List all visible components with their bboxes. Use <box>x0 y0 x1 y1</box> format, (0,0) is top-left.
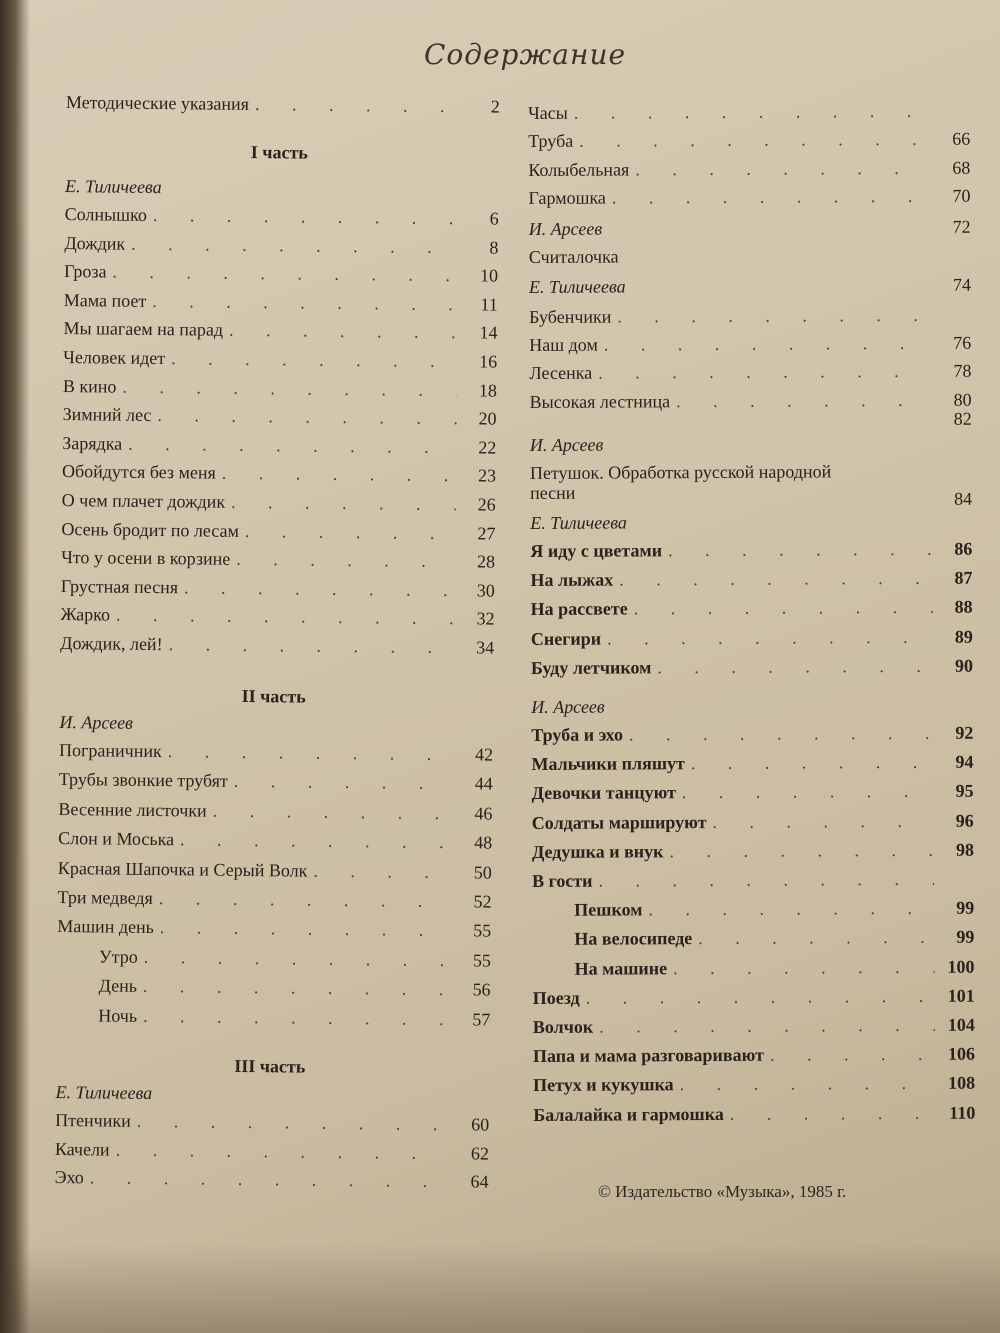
entry-title: Осень бродит по лесам <box>61 518 240 541</box>
toc-entry <box>524 539 972 567</box>
entry-page: 92 <box>955 722 974 743</box>
leader-dots <box>613 568 932 591</box>
entry-page: 57 <box>472 1008 491 1030</box>
entry-title: Что у осени в корзине <box>61 547 231 569</box>
toc-entry <box>524 568 972 596</box>
leader-dots <box>592 361 931 384</box>
entry-page: 98 <box>955 839 974 860</box>
entry-title: Эхо <box>54 1167 84 1188</box>
entry-page: 110 <box>949 1102 976 1123</box>
entry-title: Зимний лес <box>62 404 152 426</box>
leader-dots <box>207 800 453 824</box>
leader-dots <box>724 1102 936 1124</box>
toc-entry <box>54 604 494 635</box>
section-heading-part1: I часть <box>250 142 308 163</box>
entry-title: Снегири <box>530 628 602 649</box>
toc-entry <box>525 655 973 683</box>
entry-page: 90 <box>954 655 974 676</box>
entry-title: На машине <box>574 957 668 979</box>
toc-entry <box>51 887 491 918</box>
entry-page: 20 <box>478 408 497 429</box>
entry-title-continued: песни <box>529 482 576 503</box>
entry-page: 48 <box>474 832 493 853</box>
entry-page: 95 <box>955 781 974 802</box>
leader-dots <box>573 129 930 152</box>
composer-name: Е. Тиличеева <box>528 276 626 297</box>
toc-entry <box>51 916 491 947</box>
entry-title: Ночь <box>98 1005 138 1026</box>
toc-entry <box>526 956 974 984</box>
leader-dots <box>628 597 933 620</box>
entry-page: 26 <box>477 494 496 515</box>
entry-title: На велосипеде <box>574 928 693 950</box>
entry-page: 104 <box>947 1014 975 1035</box>
entry-page: 80 <box>953 389 972 410</box>
entry-page: 74 <box>952 274 972 295</box>
entry-title: Поезд <box>532 987 580 1008</box>
entry-page: 55 <box>472 950 492 971</box>
leader-dots <box>651 656 933 678</box>
leader-dots <box>601 626 933 649</box>
toc-entry <box>53 740 493 771</box>
entry-title: Солнышко <box>64 204 147 225</box>
composer-name: И. Арсеев <box>59 712 134 733</box>
leader-dots <box>667 956 935 978</box>
entry-title: Папа и мама разговаривают <box>532 1044 765 1067</box>
entry-page: 32 <box>476 608 495 629</box>
entry-page: 87 <box>954 567 973 588</box>
entry-title: Грустная песня <box>60 575 179 598</box>
entry-page: 62 <box>470 1142 490 1164</box>
leader-dots <box>764 1044 935 1066</box>
toc-entry <box>50 1005 490 1036</box>
toc-left-column <box>54 92 500 1192</box>
entry-page: 99 <box>956 897 975 918</box>
entry-title: Лесенка <box>529 363 593 384</box>
entry-page: 108 <box>948 1073 976 1094</box>
entry-page: 72 <box>952 216 971 237</box>
toc-entry <box>51 946 491 977</box>
toc-entry <box>523 275 971 303</box>
toc-entry <box>523 245 971 273</box>
entry-title: Гроза <box>64 261 107 282</box>
entry-page: 84 <box>954 488 973 509</box>
section-heading-part3: III часть <box>234 1055 306 1077</box>
toc-entry-intro <box>60 92 500 123</box>
entry-page: 50 <box>473 861 492 883</box>
toc-entry <box>57 347 497 378</box>
toc-entry <box>55 519 495 550</box>
entry-title: Обойдутся без меня <box>61 461 216 484</box>
leader-dots <box>165 348 457 372</box>
entry-title: Утро <box>98 946 138 967</box>
leader-dots <box>674 1073 936 1095</box>
toc-entry <box>523 305 971 333</box>
entry-page: 94 <box>955 751 974 772</box>
entry-title: Мы шагаем на парад <box>63 318 224 341</box>
leader-dots <box>663 840 934 862</box>
toc-entry <box>56 461 496 492</box>
leader-dots <box>110 1139 449 1164</box>
entry-page: 11 <box>480 294 498 315</box>
entry-title: О чем плачет дождик <box>61 490 226 512</box>
toc-entry <box>527 1015 975 1043</box>
toc-list <box>522 101 971 209</box>
toc-entry <box>527 1102 975 1130</box>
entry-page: 64 <box>470 1171 489 1192</box>
entry-title: Колыбельная <box>528 159 630 180</box>
entry-title: Дождик, лей! <box>60 633 163 655</box>
entry-title: Жарко <box>60 604 111 625</box>
page-title: Содержание <box>423 38 627 71</box>
entry-title: Бубенчики <box>529 306 612 327</box>
leader-dots <box>147 205 459 229</box>
entry-title: Гармошка <box>528 187 606 209</box>
entry-page: 96 <box>955 810 974 831</box>
toc-entry <box>58 233 498 264</box>
entry-page: 82 <box>953 408 972 429</box>
leader-dots <box>84 1167 449 1192</box>
entry-page: 46 <box>474 803 493 824</box>
leader-dots <box>629 158 930 181</box>
composer-name: Е. Тиличеева <box>64 176 162 198</box>
leader-dots <box>239 520 456 543</box>
entry-title: Дождик <box>64 232 126 254</box>
toc-entry <box>524 409 972 437</box>
toc-entry <box>55 547 495 578</box>
composer-name: И. Арсеев <box>528 218 603 239</box>
entry-page: 14 <box>479 322 498 343</box>
entry-page: 44 <box>474 773 493 794</box>
leader-dots <box>249 94 460 117</box>
leader-dots <box>153 888 452 912</box>
toc-entry <box>50 975 490 1006</box>
toc-entry <box>522 157 970 185</box>
entry-page: 28 <box>477 551 496 572</box>
leader-dots <box>662 539 932 561</box>
toc-entry <box>526 927 974 955</box>
entry-page: 8 <box>489 237 499 258</box>
toc-entry <box>527 1044 975 1072</box>
entry-page: 55 <box>473 920 492 941</box>
toc-entry <box>523 217 971 245</box>
entry-title: В кино <box>62 375 117 397</box>
toc-entry <box>58 290 498 321</box>
entry-page: 86 <box>954 538 973 559</box>
leader-dots <box>122 433 456 457</box>
entry-title: Зарядка <box>62 432 123 454</box>
entry-page: 60 <box>471 1114 490 1135</box>
entry-title: Пограничник <box>59 740 162 762</box>
toc-entry <box>522 186 970 214</box>
toc-entry <box>52 858 492 889</box>
entry-page: 56 <box>472 979 491 1000</box>
leader-dots <box>580 986 935 1009</box>
entry-page: 10 <box>479 265 499 286</box>
leader-dots <box>154 917 452 941</box>
toc-entry <box>522 129 970 157</box>
entry-title: Весенние листочки <box>58 798 207 821</box>
entry-title: Высокая лестница <box>529 390 671 412</box>
entry-page: 99 <box>956 927 975 948</box>
toc-entry <box>54 633 494 664</box>
toc-entry <box>57 318 497 349</box>
entry-page: 30 <box>476 580 495 601</box>
entry-page: 66 <box>952 129 971 150</box>
entry-title: Девочки танцуют <box>531 782 676 804</box>
entry-page: 16 <box>479 351 498 372</box>
leader-dots <box>151 405 456 429</box>
entry-title: Красная Шапочка и Серый Волк <box>57 857 308 881</box>
entry-page: 76 <box>953 332 972 353</box>
composer-name: Е. Тиличеева <box>55 1082 153 1104</box>
entry-title: Трубы звонкие трубят <box>58 769 228 792</box>
entry-page: 27 <box>477 522 496 544</box>
entry-page: 22 <box>478 437 497 458</box>
leader-dots <box>216 463 456 487</box>
entry-page: 6 <box>489 208 499 229</box>
entry-title: Труба и эхо <box>531 724 623 745</box>
entry-title: На лыжах <box>530 569 614 591</box>
leader-dots <box>146 291 458 315</box>
entry-title: На рассвете <box>530 598 628 620</box>
entry-page: 88 <box>954 597 973 618</box>
leader-dots <box>685 752 934 774</box>
leader-dots <box>593 1015 935 1038</box>
leader-dots <box>592 869 934 892</box>
leader-dots <box>692 927 934 949</box>
composer-name: И. Арсеев <box>531 696 605 717</box>
entry-title: Я иду с цветами <box>530 540 663 561</box>
toc-entry <box>525 597 973 625</box>
section-heading-part2: II часть <box>241 685 306 707</box>
entry-title: Солдаты маршируют <box>531 811 707 833</box>
toc-entry <box>526 810 974 838</box>
entry-page: 23 <box>477 465 497 486</box>
leader-dots <box>106 262 458 287</box>
toc-entry <box>53 769 493 800</box>
entry-title: Дедушка и внук <box>531 841 664 862</box>
entry-title: Машин день <box>57 916 154 938</box>
leader-dots <box>162 741 454 765</box>
leader-dots <box>131 1111 450 1135</box>
toc-entry <box>526 869 974 897</box>
entry-title: Птенчики <box>55 1110 131 1131</box>
leader-dots <box>116 376 457 401</box>
toc-entry <box>49 1110 489 1141</box>
toc-entry <box>59 204 499 235</box>
toc-entry <box>56 490 496 521</box>
entry-title: Труба <box>528 131 574 152</box>
leader-dots <box>230 549 455 572</box>
entry-title: Слон и Моська <box>58 828 175 850</box>
leader-dots <box>110 605 455 630</box>
leader-dots <box>307 860 452 883</box>
entry-title: Мальчики пляшут <box>531 753 685 775</box>
leader-dots <box>568 101 930 124</box>
entry-title: Петух и кукушка <box>533 1074 674 1096</box>
entry-title: Наш дом <box>529 334 598 356</box>
toc-entry <box>526 898 974 926</box>
composer-name: И. Арсеев <box>529 434 604 455</box>
leader-dots <box>611 305 931 328</box>
toc-entry <box>56 404 496 435</box>
leader-dots <box>598 333 932 356</box>
toc-entry <box>525 752 973 780</box>
copyright-notice: © Издательство «Музыка», 1985 г. <box>598 1182 847 1201</box>
toc-entry <box>52 828 492 859</box>
entry-page: 68 <box>952 157 971 178</box>
toc-entry <box>526 839 974 867</box>
entry-title: Три медведя <box>57 887 153 909</box>
entry-title: Петушок. Обработка русской народной <box>529 461 832 483</box>
toc-entry <box>49 1139 489 1170</box>
entry-title: Буду летчиком <box>530 657 652 678</box>
entry-title: Качели <box>54 1138 110 1160</box>
toc-entry <box>527 985 975 1013</box>
entry-page: 89 <box>954 626 973 647</box>
entry-page: 2 <box>490 96 500 117</box>
entry-title: Методические указания <box>65 92 250 114</box>
entry-page: 101 <box>947 985 975 1006</box>
entry-title: Считалочка <box>528 246 619 267</box>
leader-dots <box>138 947 451 971</box>
entry-page: 42 <box>474 744 494 765</box>
toc-entry <box>55 576 495 607</box>
entry-title: Пешком <box>574 899 643 920</box>
leader-dots <box>178 577 455 601</box>
entry-title: В гости <box>532 870 593 891</box>
leader-dots <box>125 233 458 257</box>
composer-name: Е. Тиличеева <box>530 512 627 533</box>
entry-page: 100 <box>947 956 975 977</box>
toc-entry <box>526 781 974 809</box>
toc-right-column <box>522 101 976 1125</box>
leader-dots <box>174 829 452 853</box>
toc-entry <box>525 626 973 654</box>
toc-entry <box>523 333 971 361</box>
leader-dots <box>225 492 456 515</box>
toc-entry <box>56 433 496 464</box>
entry-title: Волчок <box>532 1016 594 1037</box>
toc-entry <box>523 361 971 389</box>
entry-title: Человек идет <box>63 347 166 369</box>
leader-dots <box>676 781 934 803</box>
leader-dots <box>228 771 453 794</box>
toc-entry <box>525 723 973 751</box>
entry-title: Балалайка и гармошка <box>533 1103 724 1125</box>
page-shadow <box>0 1243 1000 1333</box>
toc-entry <box>527 1073 975 1101</box>
toc-entry <box>48 1167 488 1198</box>
entry-page: 70 <box>952 185 971 206</box>
entry-page: 52 <box>473 891 492 912</box>
entry-page: 18 <box>478 379 498 401</box>
entry-page: 34 <box>476 637 495 658</box>
leader-dots <box>706 810 933 832</box>
leader-dots <box>137 1005 450 1029</box>
leader-dots <box>163 634 455 658</box>
toc-entry <box>58 261 498 292</box>
leader-dots <box>606 186 931 209</box>
leader-dots <box>642 898 934 921</box>
spine-shadow <box>0 0 30 1333</box>
toc-entry <box>522 101 970 129</box>
entry-title: Часы <box>527 102 568 123</box>
leader-dots <box>623 723 933 746</box>
leader-dots <box>137 976 451 1000</box>
leader-dots <box>223 320 458 343</box>
entry-page: 106 <box>947 1043 976 1064</box>
entry-page: 78 <box>953 361 972 382</box>
entry-title: День <box>98 975 138 997</box>
entry-title: Мама поет <box>63 289 147 311</box>
toc-entry <box>52 799 492 830</box>
toc-entry <box>57 376 497 407</box>
